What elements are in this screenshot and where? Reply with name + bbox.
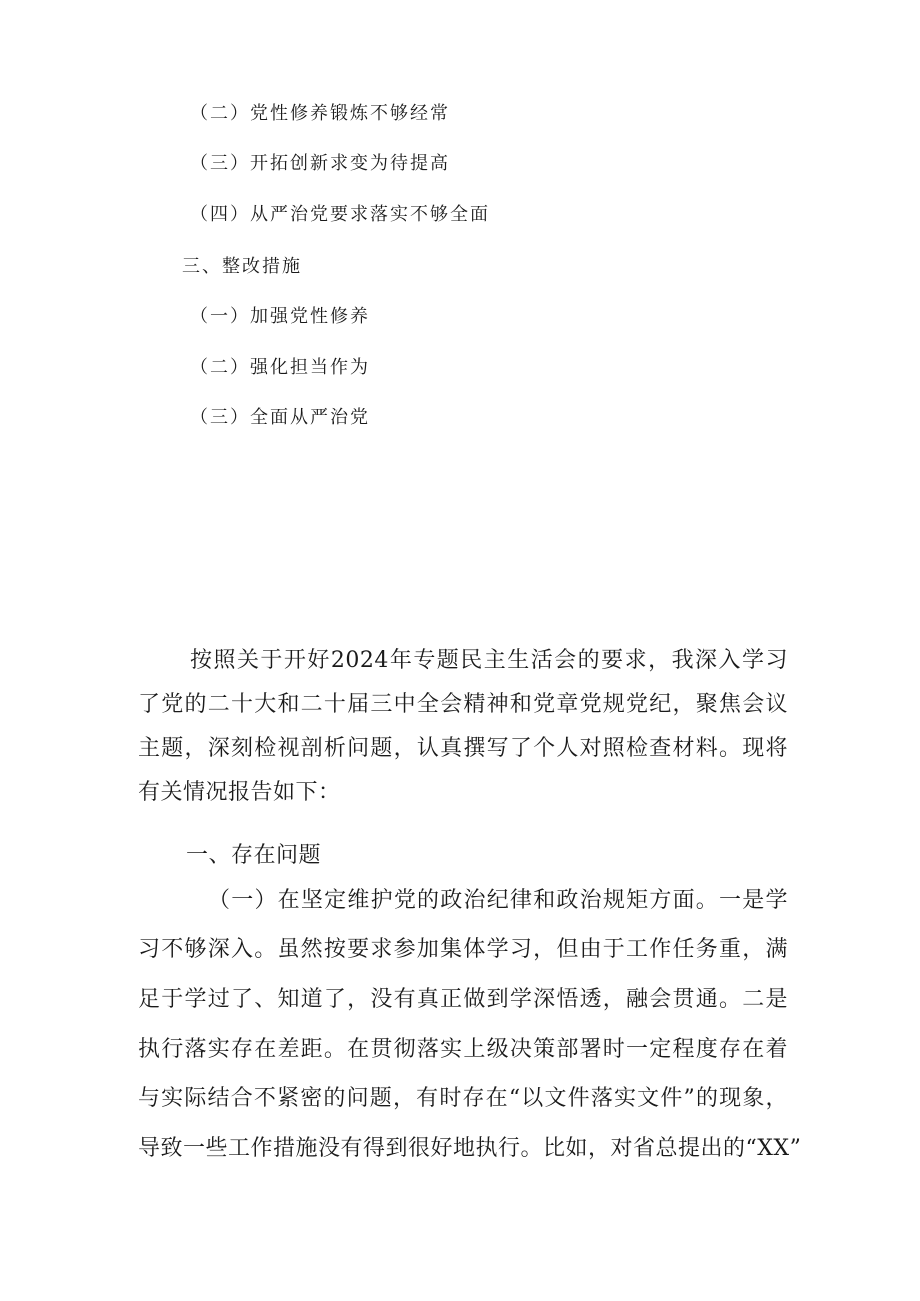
paragraph-line: 习不够深入。虽然按要求参加集体学习，但由于工作任务重，满 [138, 937, 788, 962]
paragraph-line: 执行落实存在差距。在贯彻落实上级决策部署时一定程度存在着 [138, 1037, 788, 1062]
paragraph-line: 与实际结合不紧密的问题，有时存在“以文件落实文件”的现象， [138, 1086, 788, 1111]
outline-item: （二）强化担当作为 [190, 357, 370, 378]
intro-line: 主题，深刻检视剖析问题，认真撰写了个人对照检查材料。现将 [138, 736, 788, 761]
outline-item: （二）党性修养锻炼不够经常 [190, 103, 450, 124]
intro-line: 按照关于开好2024年专题民主生活会的要求，我深入学习 [190, 648, 788, 673]
outline-item: （四）从严治党要求落实不够全面 [190, 204, 490, 225]
section-heading: 一、存在问题 [186, 843, 322, 868]
paragraph-line: （一）在坚定维护党的政治纪律和政治规矩方面。一是学 [208, 888, 788, 913]
paragraph-line: 足于学过了、知道了，没有真正做到学深悟透，融会贯通。二是 [138, 987, 788, 1012]
paragraph-line: 导致一些工作措施没有得到很好地执行。比如，对省总提出的“XX” [138, 1136, 802, 1161]
intro-line: 有关情况报告如下： [138, 780, 341, 805]
intro-line: 了党的二十大和二十届三中全会精神和党章党规党纪，聚焦会议 [138, 692, 788, 717]
outline-item: （三）全面从严治党 [190, 407, 370, 428]
outline-section-heading: 三、整改措施 [182, 256, 302, 277]
outline-item: （三）开拓创新求变为待提高 [190, 153, 450, 174]
outline-item: （一）加强党性修养 [190, 306, 370, 327]
